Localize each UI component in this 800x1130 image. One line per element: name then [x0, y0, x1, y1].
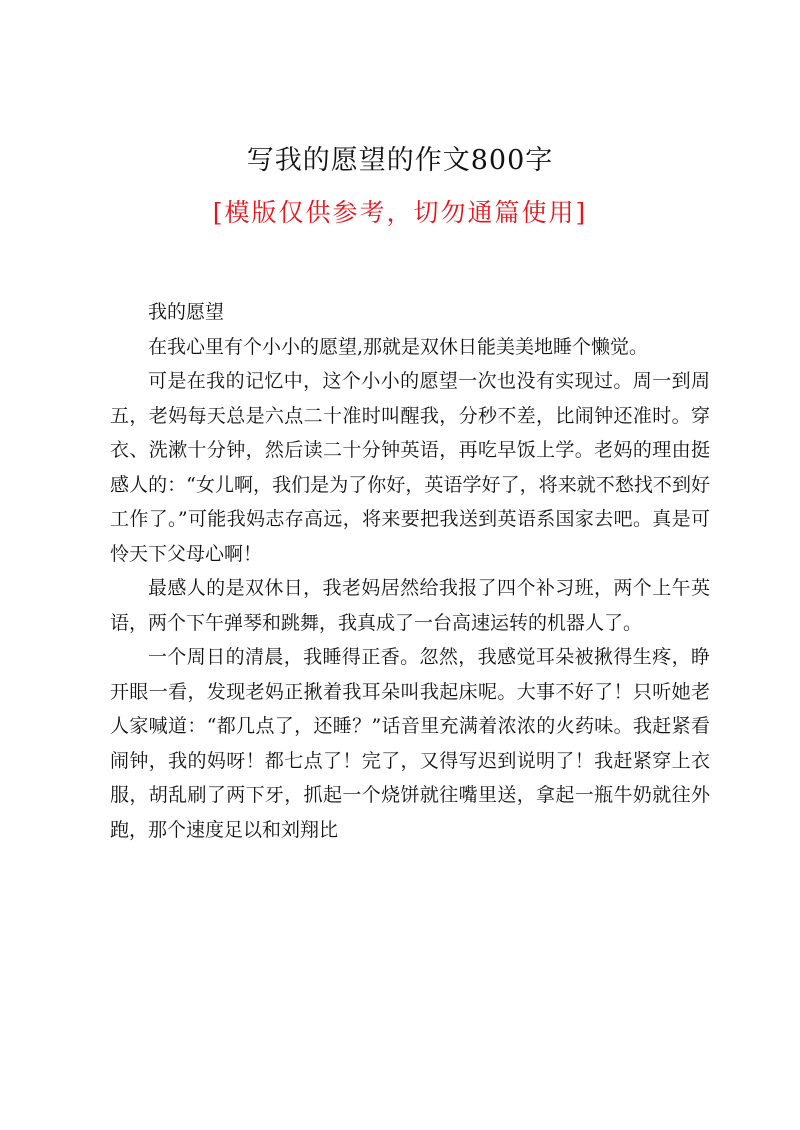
essay-paragraph: 最感人的是双休日，我老妈居然给我报了四个补习班，两个上午英语，两个下午弹琴和跳舞，我真成了一台高速运转的机器人了。 — [110, 577, 710, 634]
essay-paragraph: 在我心里有个小小的愿望,那就是双休日能美美地睡个懒觉。 — [148, 335, 649, 358]
template-notice: [模版仅供参考，切勿通篇使用] — [212, 198, 588, 227]
essay-body — [110, 295, 710, 847]
essay-paragraph: 可是在我的记忆中，这个小小的愿望一次也没有实现过。周一到周五，老妈每天总是六点二十准时叫醒我，分秒不差，比闹钟还准时。穿衣、洗漱十分钟，然后读二十分钟英语，再吃早饭上学。老妈的理由挺感人的：“女儿啊，我们是为了你好，英语学好了，将来就不愁找不到好工作了。”可能我妈志存高远，将来要把我送到英语系国家去吧。真是可怜天下父母心啊！ — [110, 370, 710, 565]
essay-heading: 我的愿望 — [148, 301, 225, 323]
document-title: 写我的愿望的作文800字 — [246, 145, 554, 176]
essay-paragraph: 一个周日的清晨，我睡得正香。忽然，我感觉耳朵被揪得生疼，睁开眼一看，发现老妈正揪着我耳朵叫我起床呢。大事不好了！只听她老人家喊道：“都几点了，还睡？”话音里充满着浓浓的火药味。我赶紧看闹钟，我的妈呀！都七点了！完了，又得写迟到说明了！我赶紧穿上衣服，胡乱刷了两下牙，抓起一个烧饼就往嘴里送，拿起一瓶牛奶就往外跑，那个速度足以和刘翔比 — [110, 646, 710, 841]
